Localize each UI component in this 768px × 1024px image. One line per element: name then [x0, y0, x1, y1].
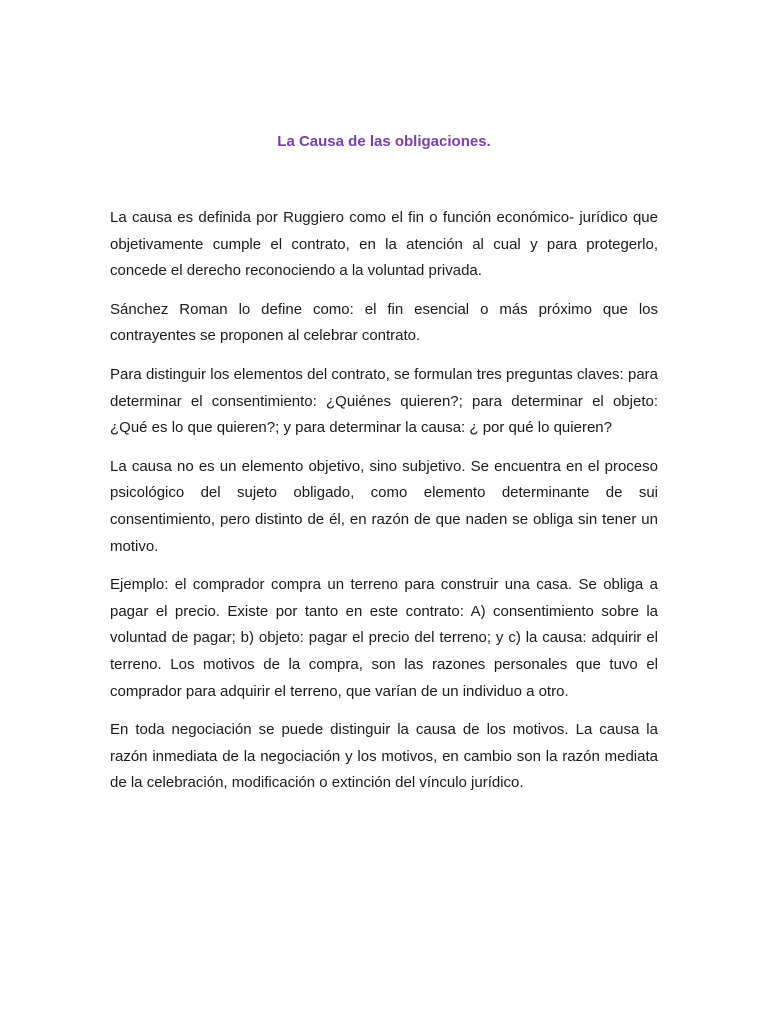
- paragraph-cause-vs-motives: En toda negociación se puede distinguir la causa de los motivos. La causa la razón inmediata de la negociación y los motivos, en cambio son la razón mediata de la celebración, modificación o extinción del vínculo jurídico.: [110, 721, 658, 792]
- paragraph-subjective-element: La causa no es un elemento objetivo, sino subjetivo. Se encuentra en el proceso psicológico del sujeto obligado, como elemento determinante de sui consentimiento, pero distinto de él, en razón de que naden se obliga sin tener un motivo.: [110, 457, 658, 555]
- paragraph-sanchez-roman-definition: Sánchez Roman lo define como: el fin esencial o más próximo que los contrayentes se proponen al celebrar contrato.: [110, 300, 658, 345]
- paragraph-key-questions: Para distinguir los elementos del contrato, se formulan tres preguntas claves: para determinar el consentimiento: ¿Quiénes quieren?; para determinar el objeto: ¿Qué es lo que quieren?; y para determinar la causa: ¿ por qué lo quieren?: [110, 365, 658, 437]
- paragraph-ruggiero-definition: La causa es definida por Ruggiero como el fin o función económico- jurídico que objetivamente cumple el contrato, en la atención al cual y para protegerlo, concede el derecho reconociendo a la voluntad privada.: [110, 209, 658, 280]
- paragraph-example: Ejemplo: el comprador compra un terreno para construir una casa. Se obliga a pagar el precio. Existe por tanto en este contrato: A) consentimiento sobre la voluntad de pagar; b) objeto: pagar el precio del terreno; y c) la causa: adquirir el terreno. Los motivos de la compra, son las razones personales que tuvo el comprador para adquirir el terreno, que varían de un individuo a otro.: [110, 576, 658, 700]
- document-title: La Causa de las obligaciones.: [277, 133, 491, 150]
- document-body: [110, 205, 658, 809]
